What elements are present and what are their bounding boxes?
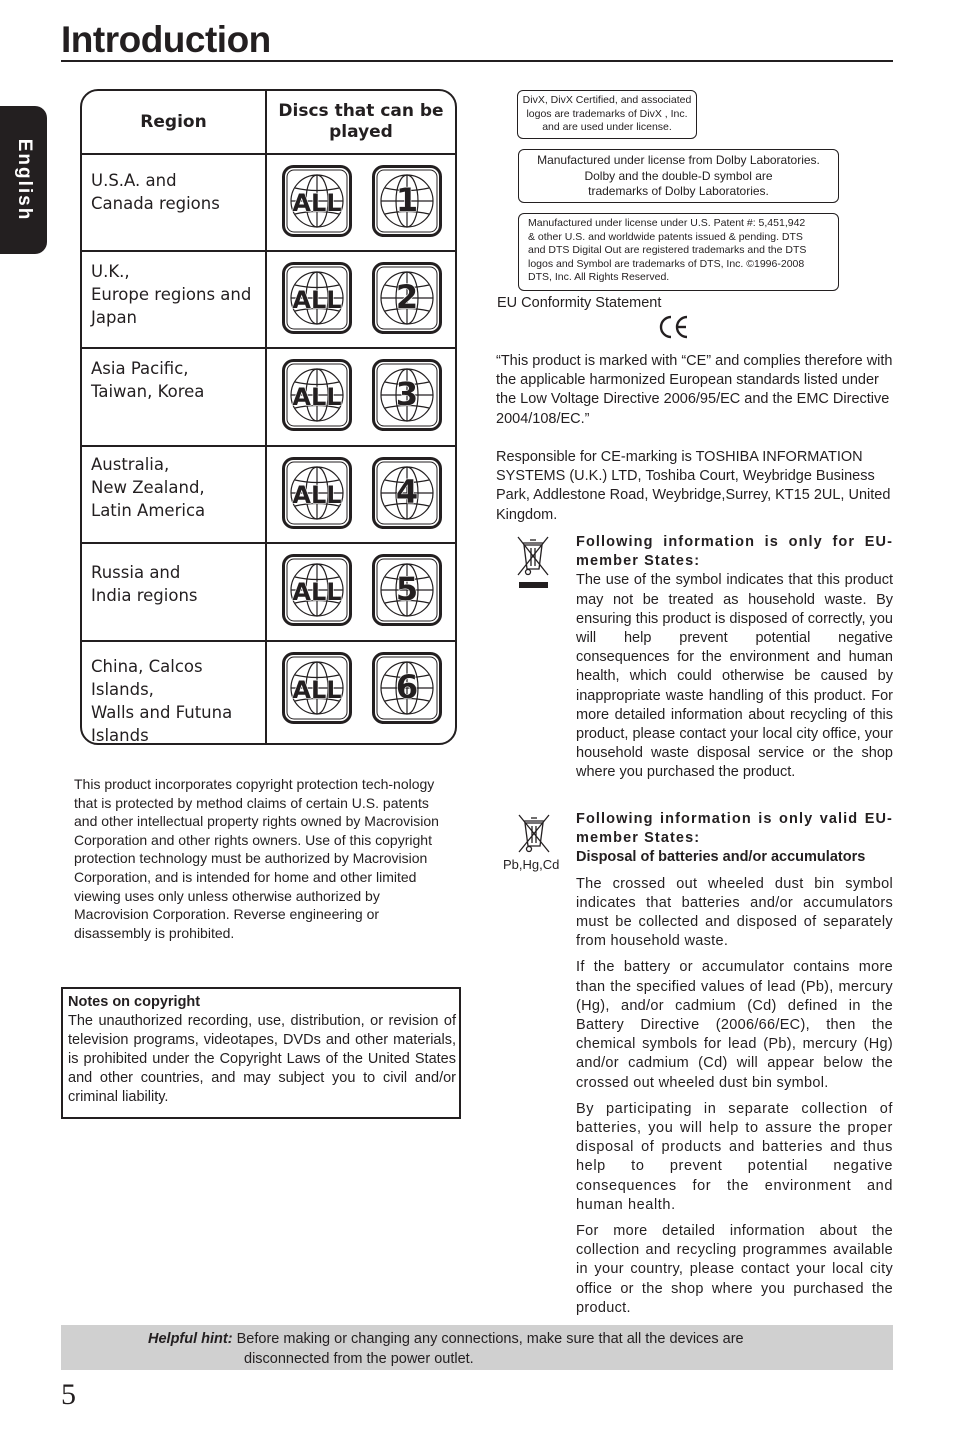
region-name-cell xyxy=(91,357,263,403)
region-all-icon xyxy=(282,554,352,626)
table-row-divider xyxy=(82,347,455,349)
license-line: Dolby and the double-D symbol are xyxy=(584,168,773,183)
table-row-divider xyxy=(82,542,455,544)
region-code-icon xyxy=(372,359,442,431)
table-row-divider xyxy=(82,445,455,447)
language-tab xyxy=(0,106,47,254)
region-code-icon xyxy=(372,457,442,529)
region-name-line: New Zealand, xyxy=(91,478,205,497)
battery-paragraph: For more detailed information about the collection and recycling programmes available in your country, please contact your local city office or the shop where you purchased the product. xyxy=(576,1223,893,1316)
dolby-license-box xyxy=(518,149,839,203)
region-all-icon xyxy=(282,165,352,237)
region-name-line: Australia, xyxy=(91,455,170,474)
region-all-icon-text: ALL xyxy=(292,383,342,411)
license-line: logos are trademarks of DivX , Inc. xyxy=(526,107,688,120)
ce-responsible-text: Responsible for CE-marking is TOSHIBA INFORMATION SYSTEMS (U.K.) LTD, Toshiba Court, Weybridge Business Park, Addlestone Road, Weybridge,Surrey, KT15 2UL, United Kingdom. xyxy=(496,449,891,523)
battery-paragraph: If the battery or accumulator contains more than the specified values of lead (Pb), mercury (Hg), and/or cadmium (Cd) defined in the Battery Directive (2006/66/EC), then the chemical symbols for lead (Pb), mercury (Hg) and/or cadmium (Cd) will appear below the crossed out wheeled dust bin symbol. xyxy=(576,959,893,1091)
region-name-line: India regions xyxy=(91,586,198,605)
battery-section xyxy=(576,810,893,1318)
divx-license-box xyxy=(517,90,697,139)
region-all-icon xyxy=(282,457,352,529)
battery-paragraph: By participating in separate collection of batteries, you will help to assure the proper disposal of products and batteries and thus help to prevent potential negative consequences for the environment and human health. xyxy=(576,1100,893,1213)
page-title: Introduction xyxy=(61,19,271,60)
helpful-hint-line: disconnected from the power outlet. xyxy=(244,1350,474,1367)
region-name-line: U.K., xyxy=(91,262,130,281)
title-rule xyxy=(61,60,893,62)
region-name-cell xyxy=(91,655,263,745)
battery-bin-icon xyxy=(514,812,554,856)
region-discs-cell xyxy=(282,652,450,728)
region-all-icon-text: ALL xyxy=(292,481,342,509)
table-row-divider xyxy=(82,250,455,252)
region-code-icon xyxy=(372,262,442,334)
copy-protection-text: This product incorporates copyright protection tech-nology that is protected by method claims of certain U.S. patents and other intellectual property rights owned by Macrovision Corporation and other rights owners. Use of this copyright protection technology must be authorized by Macrovision Corporation, and is intended for home and other limited viewing uses only unless otherwise authorized by Macrovision Corporation. Reverse engineering or disassembly is prohibited. xyxy=(74,776,439,941)
table-row-divider xyxy=(82,153,455,155)
notes-copyright-body: The unauthorized recording, use, distribution, or revision of television programs, videotapes, DVDs and other materials, is prohibited under the Copyright Laws of the United States and other countries, and may subject you to civil and/or criminal liability. xyxy=(68,1013,456,1105)
license-line: Manufactured under license under U.S. Patent #: 5,451,942 xyxy=(528,217,806,229)
region-code-icon-text: 6 xyxy=(395,668,419,706)
ce-mark-icon xyxy=(658,314,690,340)
helpful-hint-label: Helpful hint: xyxy=(148,1331,233,1347)
region-discs-cell xyxy=(282,359,450,435)
helpful-hint-bar xyxy=(61,1325,893,1370)
helpful-hint-line: Before making or changing any connections, make sure that all the devices are xyxy=(236,1331,744,1347)
region-code-icon-text: 3 xyxy=(395,375,419,413)
region-all-icon-text: ALL xyxy=(292,189,342,217)
region-code-icon-text: 1 xyxy=(395,181,419,219)
weee-section xyxy=(576,533,893,783)
region-name-line: Islands xyxy=(91,726,149,745)
region-all-icon xyxy=(282,262,352,334)
region-name-line: Canada regions xyxy=(91,194,220,213)
table-column-divider xyxy=(265,91,267,743)
notes-copyright-title: Notes on copyright xyxy=(68,994,201,1010)
region-table xyxy=(80,89,457,745)
license-line: & other U.S. and worldwide patents issued & pending. DTS xyxy=(528,230,803,243)
battery-subheading: Disposal of batteries and/or accumulators xyxy=(576,849,866,866)
region-name-line: China, Calcos Islands, xyxy=(91,657,203,699)
dts-license-box xyxy=(518,213,839,291)
region-name-line: Latin America xyxy=(91,501,206,520)
weee-heading: Following information is only for EU-member States: xyxy=(576,534,893,570)
region-all-icon-text: ALL xyxy=(292,578,342,606)
region-code-icon xyxy=(372,554,442,626)
region-all-icon-text: ALL xyxy=(292,676,342,704)
discs-column-header: Discs that can be played xyxy=(278,101,444,142)
region-name-cell xyxy=(91,169,263,215)
license-line: trademarks of Dolby Laboratories. xyxy=(588,184,769,198)
battery-symbol-label: Pb,Hg,Cd xyxy=(503,857,560,872)
weee-body: The use of the symbol indicates that this product may not be treated as household waste. By ensuring this product is disposed of correctly, you will help prevent potential negative consequences for the environment and human health, which could otherwise be caused by inappropriate waste handling of this product. For more detailed information about recycling of this product, please contact your local city office, your household waste disposal service or the shop where you purchased the product. xyxy=(576,572,893,781)
license-line: DTS, Inc. All Rights Reserved. xyxy=(528,271,670,284)
region-all-icon-text: ALL xyxy=(292,286,342,314)
region-name-line: U.S.A. and xyxy=(91,171,177,190)
battery-paragraph: The crossed out wheeled dust bin symbol indicates that batteries and/or accumulators must be collected and disposed of separately from household waste. xyxy=(576,875,893,950)
region-name-line: Walls and Futuna xyxy=(91,703,233,722)
notes-on-copyright-box xyxy=(61,987,461,1119)
region-all-icon xyxy=(282,652,352,724)
region-name-line: Russia and xyxy=(91,563,181,582)
region-name-cell xyxy=(91,453,263,522)
region-discs-cell xyxy=(282,165,450,241)
region-code-icon-text: 5 xyxy=(395,570,419,608)
region-code-icon xyxy=(372,652,442,724)
eu-conformity-label: EU Conformity Statement xyxy=(497,295,662,311)
license-line: DivX, DivX Certified, and associated xyxy=(522,94,692,106)
region-discs-cell xyxy=(282,554,450,630)
region-name-line: Taiwan, Korea xyxy=(91,382,205,401)
region-column-header: Region xyxy=(140,111,207,132)
battery-heading: Following information is only valid EU-member States: xyxy=(576,811,893,847)
region-discs-cell xyxy=(282,262,450,338)
crossed-bin-icon xyxy=(513,533,553,591)
license-line: and DTS Digital Out are registered trademarks and the DTS xyxy=(528,244,807,257)
page-number: 5 xyxy=(61,1378,76,1411)
table-row-divider xyxy=(82,640,455,642)
license-line: and are used under license. xyxy=(542,121,672,133)
region-code-icon-text: 4 xyxy=(395,473,419,511)
region-name-line: Europe regions and xyxy=(91,285,252,304)
region-code-icon xyxy=(372,165,442,237)
language-tab-label: English xyxy=(13,138,35,222)
region-name-cell xyxy=(91,561,263,607)
region-name-cell xyxy=(91,260,263,329)
region-code-icon-text: 2 xyxy=(395,278,419,316)
license-line: logos and Symbol are trademarks of DTS, Inc. ©1996-2008 xyxy=(528,257,805,270)
region-name-line: Japan xyxy=(91,308,138,327)
license-line: Manufactured under license from Dolby Laboratories. xyxy=(537,153,820,167)
region-name-line: Asia Pacific, xyxy=(91,359,189,378)
ce-compliance-text: “This product is marked with “CE” and complies therefore with the applicable harmonized European standards listed under the Low Voltage Directive 2006/95/EC and the EMC Directive 2004/108/EC.” xyxy=(496,353,893,427)
region-all-icon xyxy=(282,359,352,431)
region-discs-cell xyxy=(282,457,450,533)
